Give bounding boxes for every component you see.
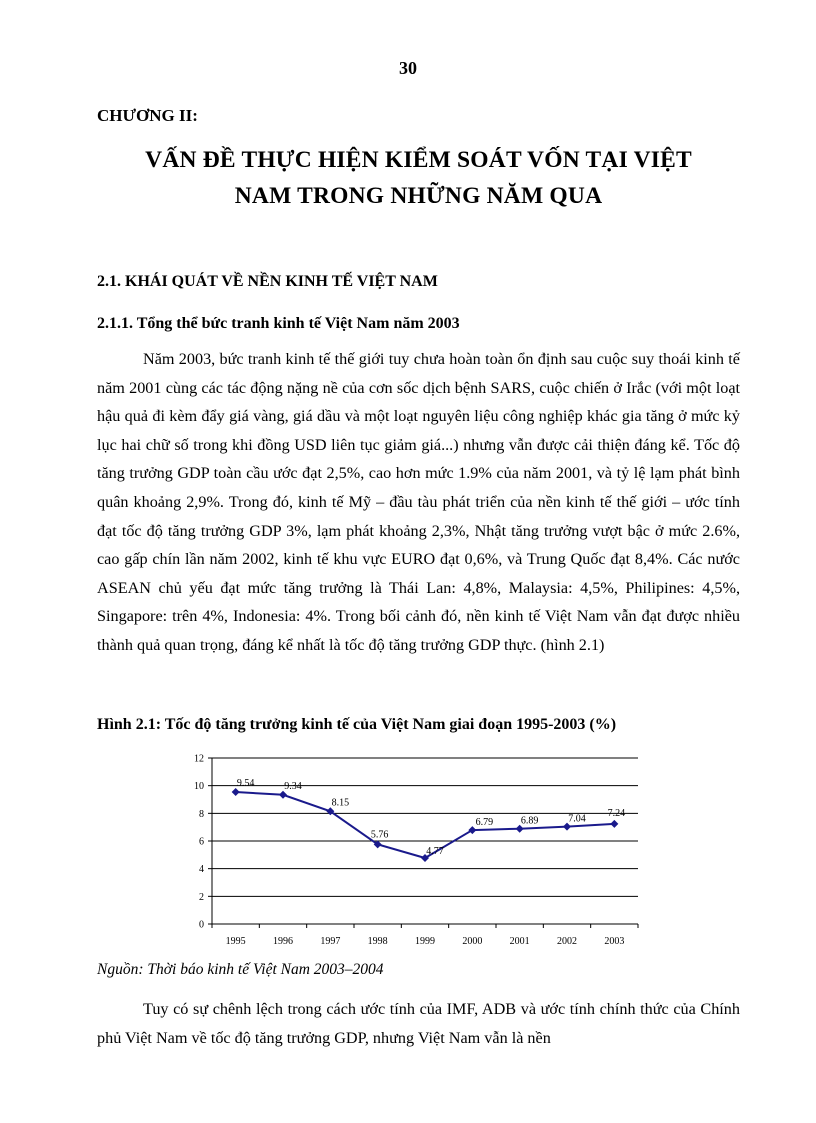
chart-series-line (236, 792, 615, 858)
y-tick-label: 2 (199, 891, 204, 903)
chapter-title (97, 142, 740, 214)
body-paragraph-2: Tuy có sự chênh lệch trong cách ước tính của IMF, ADB và ước tính chính thức của Chính phủ Việt Nam về tốc độ tăng trưởng GDP, nhưng Việt Nam vẫn là nền (97, 1000, 740, 1047)
figure-caption: Hình 2.1: Tốc độ tăng trưởng kinh tế của Việt Nam giai đoạn 1995-2003 (%) (97, 716, 617, 733)
y-tick-label: 12 (194, 753, 204, 765)
chapter-title-line-2: NAM TRONG NHỮNG NĂM QUA (234, 183, 603, 209)
data-label: 6.89 (520, 815, 539, 827)
page-number: 30 (399, 58, 417, 78)
chart-data-labels (237, 778, 625, 857)
x-tick-label: 1996 (273, 936, 293, 947)
chapter-title-line-1: VẤN ĐỀ THỰC HIỆN KIỂM SOÁT VỐN TẠI VIỆT (145, 147, 692, 173)
y-tick-label: 10 (194, 781, 204, 793)
y-tick-label: 6 (199, 836, 204, 848)
x-tick-label: 1998 (367, 936, 388, 947)
gdp-growth-line-chart (168, 746, 650, 958)
data-point (610, 820, 618, 828)
y-tick-label: 0 (199, 919, 204, 931)
chapter-label: CHƯƠNG II: (97, 106, 198, 125)
x-tick-label: 2000 (462, 936, 483, 947)
data-label: 8.15 (331, 797, 350, 809)
data-label: 9.54 (236, 778, 255, 790)
data-label: 5.76 (370, 829, 389, 841)
y-tick-label: 8 (199, 808, 204, 820)
subsection-heading: 2.1.1. Tổng thể bức tranh kinh tế Việt Nam năm 2003 (97, 315, 460, 332)
chart-gridlines (208, 758, 638, 924)
x-tick-label: 1997 (320, 936, 341, 947)
chart-x-ticks (212, 924, 638, 947)
x-tick-label: 1999 (415, 936, 435, 947)
x-tick-label: 2002 (557, 936, 577, 947)
data-point (232, 788, 240, 796)
data-label: 7.04 (568, 813, 586, 825)
body-paragraph-1: Năm 2003, bức tranh kinh tế thế giới tuy chưa hoàn toàn ổn định sau cuộc suy thoái kinh tế năm 2001 cùng các tác động nặng nề của cơn sốc dịch bệnh SARS, cuộc chiến ở Irắc (với một loạt hậu quả đi kèm đẩy giá vàng, giá dầu và một loạt nguyên liệu công nghiệp khác gia tăng ở mức kỷ lục hai chữ số trong khi đồng USD liên tục giảm giá...) nhưng vẫn được cải thiện đáng kể. Tốc độ tăng trưởng GDP toàn cầu ước đạt 2,5%, cao hơn mức 1.9% của năm 2001, và tỷ lệ lạm phát bình quân khoảng 2,9%. Trong đó, kinh tế Mỹ – đầu tàu phát triển của nền kinh tế thế giới – ước tính đạt tốc độ tăng trưởng GDP 3%, lạm phát khoảng 2,3%, Nhật tăng trưởng vượt bậc ở mức 2.6%, cao gấp chín lần năm 2002, kinh tế khu vực EURO đạt 0,6%, và Trung Quốc đạt 8,4%. Các nước ASEAN chủ yếu đạt mức tăng trưởng là Thái Lan: 4,8%, Malaysia: 4,5%, Philipines: 4,5%, Singapore: trên 4%, Indonesia: 4%. Trong bối cảnh đó, nền kinh tế Việt Nam vẫn đạt được nhiều thành quả quan trọng, đáng kể nhất là tốc độ tăng trưởng GDP thực. (hình 2.1) (97, 350, 740, 654)
series-line (236, 792, 615, 858)
figure-source: Nguồn: Thời báo kinh tế Việt Nam 2003–2004 (97, 961, 384, 978)
chart-y-ticks (194, 754, 204, 931)
data-label: 7.24 (607, 807, 626, 819)
chart-data-points (232, 788, 619, 862)
x-tick-label: 2003 (604, 936, 625, 947)
data-label: 6.79 (475, 817, 494, 829)
y-tick-label: 4 (199, 864, 204, 876)
section-heading: 2.1. KHÁI QUÁT VỀ NỀN KINH TẾ VIỆT NAM (97, 273, 438, 290)
x-tick-label: 2001 (509, 936, 530, 947)
data-label: 4.77 (426, 846, 444, 858)
data-label: 9.34 (284, 780, 302, 792)
data-point (279, 791, 287, 799)
x-tick-label: 1995 (225, 936, 246, 947)
